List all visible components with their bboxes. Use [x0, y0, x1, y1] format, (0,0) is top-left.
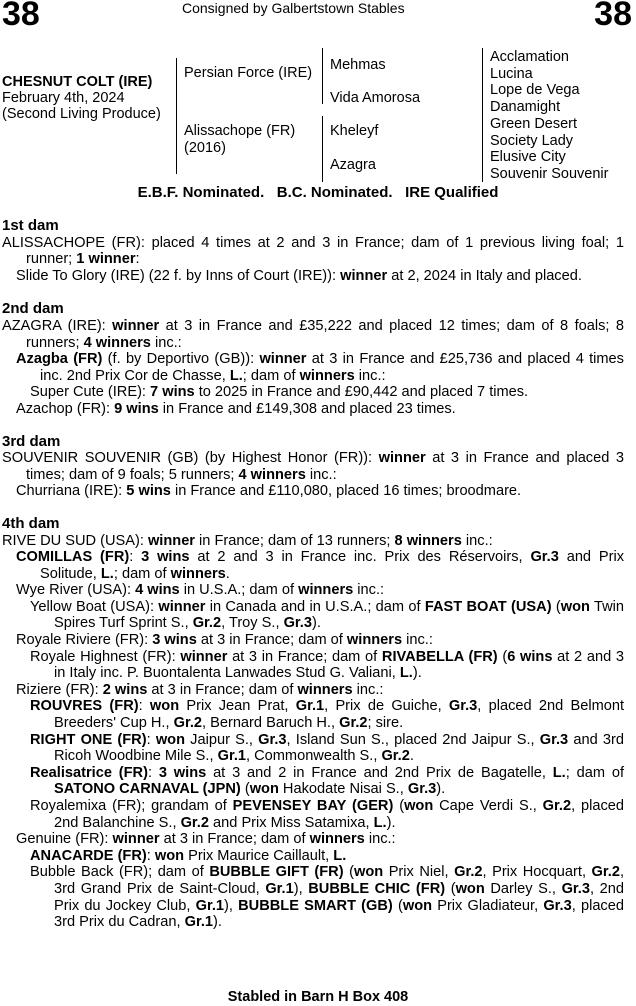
text-run: ( [240, 781, 250, 798]
pedigree-divider-2b [322, 116, 323, 182]
text-run: inc.: [402, 632, 433, 649]
fourth-dam-progeny-wye-river [16, 582, 624, 599]
bold-text-run: BUBBLE CHIC (FR) [308, 880, 446, 897]
pedigree-gen4-6: Society Lady [490, 132, 574, 149]
bold-text-run: Gr.1 [184, 914, 214, 931]
text-run: at 3 in France and £35,222 and placed 12 times; dam of 8 foals; 8 runners; [26, 317, 624, 351]
lot-number-right: 38 [594, 0, 632, 33]
bold-text-run: Gr.2 [454, 864, 483, 881]
text-run: AZAGRA (IRE): [2, 317, 113, 334]
text-run: ). [412, 665, 422, 682]
text-run: : [135, 251, 140, 268]
fourth-dam-heading: 4th dam [2, 514, 60, 532]
text-run: ; dam of [242, 367, 300, 384]
text-run: ), [293, 880, 309, 897]
bold-text-run: L. [100, 565, 114, 582]
spacer [2, 500, 624, 516]
text-run: Slide To Glory (IRE) (22 f. by Inns of Court (IRE)): [16, 267, 341, 284]
bold-text-run: won [455, 880, 485, 897]
text-run: inc.: [364, 831, 396, 848]
bold-text-run: Gr.3 [258, 731, 287, 748]
third-dam-progeny-churriana [16, 483, 624, 500]
text-run: Azachop (FR): [16, 400, 115, 417]
bold-text-run: 6 wins [507, 648, 553, 665]
text-run: Cape Verdi S., [433, 798, 543, 814]
pedigree-dam-sire: Kheleyf [330, 123, 379, 139]
nominations-line: E.B.F. Nominated. B.C. Nominated. IRE Qualified [137, 184, 499, 201]
text-run: at 3 in France; dam of [227, 648, 382, 665]
bold-text-run: winners [298, 582, 354, 599]
bold-text-run: won [149, 698, 180, 715]
text-run: , Prix Hocquart, [482, 864, 592, 881]
text-run: and Prix Miss Satamixa, [208, 814, 374, 831]
bold-text-run: winners [170, 565, 226, 582]
bold-text-run: RIVABELLA (FR) [381, 648, 498, 665]
lot-title: CHESNUT COLT (IRE) [2, 74, 153, 90]
text-run: SOUVENIR SOUVENIR (GB) (by Highest Honor (FR)): [2, 450, 379, 467]
pedigree-divider-3 [482, 48, 483, 182]
bold-text-run: BUBBLE SMART (GB) [238, 897, 393, 914]
fourth-dam-progeny-royale-riviere [16, 632, 624, 649]
text-run: ( [445, 880, 456, 897]
text-run: inc.: [352, 681, 384, 698]
bold-text-run: Gr.3 [543, 897, 572, 914]
text-run: : [146, 847, 155, 864]
fourth-dam-entry [2, 533, 624, 550]
fourth-dam-progeny-bubble-back [30, 864, 624, 930]
lot-dob: February 4th, 2024 [2, 90, 125, 106]
bold-text-run: won [402, 897, 433, 914]
text-run: Royale Riviere (FR): [16, 632, 153, 649]
text-run: Prix Jean Prat, [179, 698, 296, 715]
bold-text-run: Azagba (FR) [16, 351, 103, 368]
text-run: ). [386, 814, 396, 831]
pedigree-gen4-2: Lucina [490, 65, 533, 82]
bold-text-run: winner [378, 450, 426, 467]
bold-text-run: RIGHT ONE (FR) [30, 731, 147, 748]
bold-text-run: 5 wins [126, 483, 171, 500]
bold-text-run: COMILLAS (FR) [16, 549, 130, 566]
text-run: ; sire. [367, 715, 404, 732]
bold-text-run: L. [399, 665, 413, 682]
text-run: Genuine (FR): [16, 831, 113, 848]
text-run: ALISSACHOPE (FR): placed 4 times at 2 and 3 in France; dam of 1 previous living foal; 1 runner; [2, 234, 624, 268]
bold-text-run: Gr.1 [265, 880, 294, 897]
pedigree-gen4 [490, 49, 636, 183]
pedigree-sire-dam: Vida Amorosa [330, 90, 421, 106]
text-run: (f. by Deportivo (GB)): [102, 351, 260, 368]
bold-text-run: 3 wins [141, 549, 190, 566]
bold-text-run: Gr.2 [381, 748, 410, 765]
text-run: : [138, 698, 150, 715]
bold-text-run: won [404, 798, 434, 814]
second-dam-heading: 2nd dam [2, 300, 64, 318]
lot-number-left: 38 [2, 0, 40, 33]
fourth-dam-progeny-anacarde [30, 848, 624, 865]
text-run: Prix Gladiateur, [432, 897, 544, 914]
text-run: at 3 in France; dam of [147, 681, 298, 698]
text-run: ( [497, 648, 508, 665]
second-dam-progeny-super-cute [30, 384, 624, 401]
text-run: Jaipur S., [185, 731, 259, 748]
text-run: at 3 in France and £25,736 and placed 4 times inc. 2nd Prix Cor de Chasse, [40, 351, 624, 384]
bold-text-run: won [249, 781, 279, 798]
text-run: Yellow Boat (USA): [30, 598, 159, 615]
text-run: Royalemixa (FR); grandam of [30, 798, 233, 814]
text-run: Riziere (FR): [16, 681, 103, 698]
spacer [2, 284, 624, 301]
fourth-dam-progeny-genuine [16, 831, 624, 848]
text-run: , placed 2nd Belmont Breeders' Cup H., [54, 698, 625, 732]
text-run: ( [392, 897, 403, 914]
text-run: ). [436, 781, 446, 798]
bold-text-run: Gr.3 [448, 698, 478, 715]
text-run: in France and £110,080, placed 16 times; broodmare. [170, 483, 522, 500]
bold-text-run: L. [333, 847, 347, 864]
lot-info [2, 74, 172, 122]
text-run: ( [393, 798, 405, 814]
bold-text-run: L. [552, 764, 566, 781]
bold-text-run: Gr.2 [542, 798, 572, 814]
text-run: at 3 in France and placed 3 times; dam of 9 foals; 5 runners; [26, 450, 624, 483]
text-run: in U.S.A.; dam of [179, 582, 299, 599]
text-run: Prix Maurice Caillault, [184, 847, 334, 864]
third-dam-heading: 3rd dam [2, 432, 61, 450]
text-run: ), [224, 897, 239, 914]
pedigree-sire: Persian Force (IRE) [184, 65, 313, 81]
pedigree-gen4-4: Danamight [490, 99, 561, 116]
bold-text-run: winner [112, 831, 160, 848]
text-run: Twin Spires Turf Sprint S., [54, 598, 624, 632]
pedigree-table [0, 48, 636, 184]
bold-text-run: BUBBLE GIFT (FR) [209, 864, 344, 881]
pedigree-dam: Alissachope (FR) (2016) [184, 123, 296, 156]
text-run: at 2 and 3 in Italy inc. P. Buontalenta Lanwades Stud G. Valiani, [54, 648, 624, 682]
bold-text-run: winners [299, 367, 355, 384]
text-run: at 2, 2024 in Italy and placed. [387, 267, 582, 284]
bold-text-run: Gr.3 [539, 731, 569, 748]
bold-text-run: Gr.1 [295, 698, 325, 715]
text-run: Prix Niel, [383, 864, 455, 881]
fourth-dam-progeny-right-one [30, 732, 624, 765]
bold-text-run: 9 wins [114, 400, 159, 417]
text-run: Royale Highnest (FR): [30, 648, 181, 665]
fourth-dam-progeny-rouvres [30, 698, 624, 731]
bold-text-run: winners [297, 681, 353, 698]
bold-text-run: FAST BOAT (USA) [424, 598, 552, 615]
bold-text-run: won [560, 598, 590, 615]
bold-text-run: 3 wins [158, 764, 207, 781]
text-run: , Island Sun S., placed 2nd Jaipur S., [286, 731, 540, 748]
bold-text-run: 8 winners [394, 532, 462, 549]
bold-text-run: L. [373, 814, 387, 831]
bold-text-run: Gr.2 [180, 814, 209, 831]
text-run: RIVE DU SUD (USA): [2, 532, 148, 549]
consignor-line: Consigned by Galbertstown Stables [182, 0, 405, 16]
text-run: : [147, 764, 159, 781]
spacer [2, 418, 624, 434]
bold-text-run: winner [112, 317, 160, 334]
pedigree-dam-dam: Azagra [330, 157, 376, 173]
text-run: inc.: [305, 466, 337, 483]
text-run: Wye River (USA): [16, 582, 136, 599]
bold-text-run: won [154, 847, 185, 864]
bold-text-run: SATONO CARNAVAL (JPN) [54, 781, 241, 798]
pedigree-divider-1 [176, 58, 177, 174]
bold-text-run: Gr.3 [407, 781, 437, 798]
bold-text-run: ANACARDE (FR) [30, 847, 147, 864]
bold-text-run: 4 wins [135, 582, 180, 599]
first-dam-heading: 1st dam [2, 217, 59, 234]
bold-text-run: Gr.2 [591, 864, 620, 881]
fourth-dam-progeny-realisatrice [30, 765, 624, 798]
fourth-dam-progeny-royale-highnest [30, 649, 624, 682]
bold-text-run: ROUVRES (FR) [30, 698, 139, 715]
text-run: inc.: [461, 532, 493, 549]
pedigree-divider-2a [322, 48, 323, 104]
bold-text-run: 3 wins [152, 632, 197, 649]
bold-text-run: won [353, 864, 384, 881]
text-run: in Canada and in U.S.A.; dam of [205, 598, 425, 615]
text-run: , 2nd Prix du Jockey Club, [54, 880, 624, 914]
text-run: ; dam of [565, 764, 624, 781]
text-run: at 3 and 2 in France and 2nd Prix de Bagatelle, [206, 764, 553, 781]
text-run: inc.: [150, 334, 182, 351]
text-run: in France and £149,308 and placed 23 times. [158, 400, 456, 417]
pedigree-sire-sire: Mehmas [330, 57, 386, 73]
bold-text-run: Gr.3 [561, 880, 590, 897]
text-run: , Prix de Guiche, [324, 698, 449, 715]
bold-text-run: winner [147, 532, 195, 549]
bold-text-run: 4 winners [83, 334, 151, 351]
bold-text-run: winner [158, 598, 206, 615]
bold-text-run: Gr.2 [339, 715, 368, 732]
bold-text-run: Realisatrice (FR) [30, 764, 148, 781]
text-run: : [129, 549, 142, 566]
text-run: to 2025 in France and £90,442 and placed 7 times. [194, 384, 529, 401]
second-dam-entry [2, 318, 624, 351]
text-run: , Troy S., [221, 615, 284, 632]
first-dam-entry [2, 235, 624, 268]
bold-text-run: 1 winner [76, 251, 136, 268]
bold-text-run: winner [259, 351, 307, 368]
bold-text-run: PEVENSEY BAY (GER) [232, 798, 394, 814]
text-run: , placed 2nd Balanchine S., [54, 798, 624, 831]
pedigree-gen4-8: Souvenir Souvenir [490, 165, 609, 182]
text-run: ( [343, 864, 354, 881]
text-run: Hakodate Nisai S., [278, 781, 408, 798]
text-run: inc.: [353, 582, 385, 599]
text-run: at 3 in France; dam of [196, 632, 347, 649]
text-run: . [409, 748, 414, 765]
text-run: Darley S., [484, 880, 562, 897]
bold-text-run: Gr.2 [192, 615, 222, 632]
lot-produce: (Second Living Produce) [2, 106, 161, 122]
bold-text-run: Gr.3 [283, 615, 312, 632]
text-run: Bubble Back (FR); dam of [30, 864, 210, 881]
pedigree-gen4-5: Green Desert [490, 115, 578, 132]
first-dam-progeny [16, 268, 624, 285]
text-run: , Commonwealth S., [246, 748, 382, 765]
fourth-dam-progeny-riziere [16, 682, 624, 699]
bold-text-run: Gr.1 [217, 748, 246, 765]
stabling-footer: Stabled in Barn H Box 408 [227, 989, 409, 1005]
bold-text-run: winners [309, 831, 365, 848]
bold-text-run: winner [340, 267, 388, 284]
catalogue-body [2, 218, 624, 931]
text-run: ). [311, 615, 321, 632]
text-run: at 3 in France; dam of [159, 831, 310, 848]
text-run: , 3rd Grand Prix de Saint-Cloud, [54, 864, 625, 897]
bold-text-run: winner [180, 648, 228, 665]
second-dam-progeny-azachop [16, 401, 624, 418]
bold-text-run: 7 wins [150, 384, 195, 401]
text-run: and 3rd Ricoh Woodbine Mile S., [54, 731, 624, 765]
third-dam-entry [2, 450, 624, 483]
bold-text-run: Gr.3 [530, 549, 559, 566]
bold-text-run: winners [346, 632, 403, 649]
text-run: ). [213, 914, 222, 931]
bold-text-run: 2 wins [102, 681, 148, 698]
text-run: and Prix Solitude, [40, 549, 625, 582]
pedigree-gen4-7: Elusive City [490, 149, 566, 166]
fourth-dam-progeny-royalemixa [30, 798, 624, 831]
fourth-dam-progeny-yellow-boat [30, 599, 624, 632]
text-run: : [146, 731, 156, 748]
bold-text-run: Gr.2 [173, 715, 202, 732]
text-run: inc.: [354, 367, 386, 384]
text-run: . [225, 565, 230, 582]
text-run: Churriana (IRE): [16, 483, 127, 500]
pedigree-gen4-3: Lope de Vega [490, 82, 580, 99]
second-dam-progeny-azagba [16, 351, 624, 384]
pedigree-gen4-1: Acclamation [490, 49, 569, 65]
bold-text-run: L. [229, 367, 243, 384]
fourth-dam-progeny-comillas [16, 549, 624, 582]
text-run: Super Cute (IRE): [30, 384, 151, 401]
text-run: at 2 and 3 in France inc. Prix des Réservoirs, [189, 549, 531, 566]
bold-text-run: won [155, 731, 185, 748]
bold-text-run: Gr.1 [195, 897, 225, 914]
text-run: , Bernard Baruch H., [202, 715, 340, 732]
text-run: ( [551, 598, 561, 615]
text-run: in France; dam of 13 runners; [194, 532, 395, 549]
bold-text-run: 4 winners [238, 466, 306, 483]
text-run: , placed 3rd Prix du Cadran, [54, 897, 624, 931]
text-run: ; dam of [113, 565, 171, 582]
